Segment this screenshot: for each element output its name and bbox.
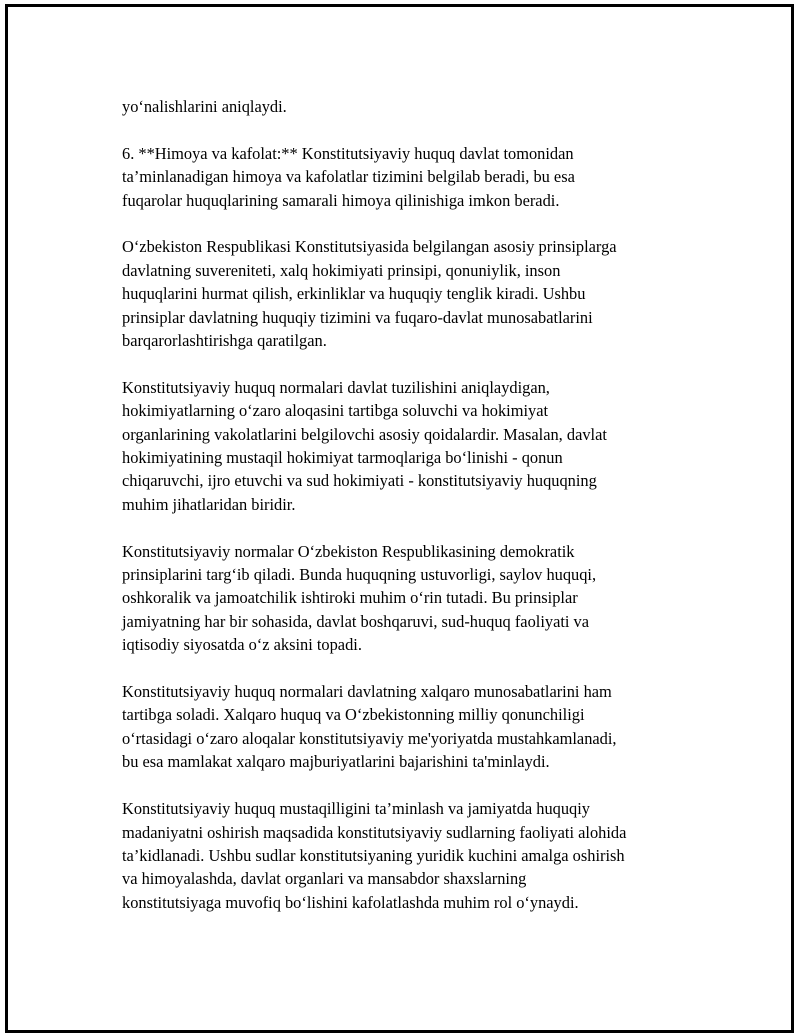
paragraph-protection-guarantee: 6. **Himoya va kafolat:** Konstitutsiyaviy huquq davlat tomonidan ta’minlanadigan himoya va kafolatlar tizimini belgilab beradi, bu esa fuqarolar huquqlarining samarali himoya qilinishiga imkon beradi. <box>122 143 575 210</box>
paragraph-constitution-principles: O‘zbekiston Respublikasi Konstitutsiyasida belgilangan asosiy prinsiplarga davlatning suvereniteti, xalq hokimiyati prinsipi, qonuniylik, inson huquqlarini hurmat qilish, erkinliklar va huquqiy tenglik kiradi. Ushbu prinsiplar davlatning huquqiy tizimini va fuqaro-davlat munosabatlarini barqarorlashtirishga qaratilgan. <box>122 237 617 351</box>
paragraph-democratic-principles: Konstitutsiyaviy normalar O‘zbekiston Respublikasining demokratik prinsiplarini targ‘ib qiladi. Bunda huquqning ustuvorligi, saylov huquqi, oshkoralik va jamoatchilik ishtiroki muhim o‘rin tutadi. Bu prinsiplar jamiyatning har bir sohasida, davlat boshqaruvi, sud-huquq faoliyati va iqtisodiy siyosatda o‘z aksini topadi. <box>122 541 597 655</box>
paragraph-constitutional-courts: Konstitutsiyaviy huquq mustaqilligini ta’minlash va jamiyatda huquqiy madaniyatni oshirish maqsadida konstitutsiyaviy sudlarning faoliyati alohida ta’kidlanadi. Ushbu sudlar konstitutsiyaning yuridik kuchini amalga oshirish va himoyalashda, davlat organlari va mansabdor shaxslarning konstitutsiyaga muvofiq bo‘lishini kafolatlashda muhim rol o‘ynaydi. <box>122 799 627 912</box>
paragraph-international-relations: Konstitutsiyaviy huquq normalari davlatning xalqaro munosabatlarini ham tartibga soladi. Xalqaro huquq va O‘zbekistonning milliy qonunchiligi o‘rtasidagi o‘zaro aloqalar konstitutsiyaviy me'yoriyatda mustahkamlanadi, bu esa mamlakat xalqaro majburiyatlarini bajarishini ta'minlaydi. <box>122 682 617 772</box>
document-body <box>122 95 702 914</box>
page-frame <box>5 4 794 1033</box>
paragraph-continuation: yo‘nalishlarini aniqlaydi. <box>122 97 287 116</box>
paragraph-state-structure: Konstitutsiyaviy huquq normalari davlat tuzilishini aniqlaydigan, hokimiyatlarning o‘zaro aloqasini tartibga soluvchi va hokimiyat organlarining vakolatlarini belgilovchi asosiy qoidalardir. Masalan, davlat hokimiyatining mustaqil hokimiyat tarmoqlariga bo‘linishi - qonun chiqaruvchi, ijro etuvchi va sud hokimiyati - konstitutsiyaviy huquqning muhim jihatlaridan biridir. <box>122 377 607 514</box>
